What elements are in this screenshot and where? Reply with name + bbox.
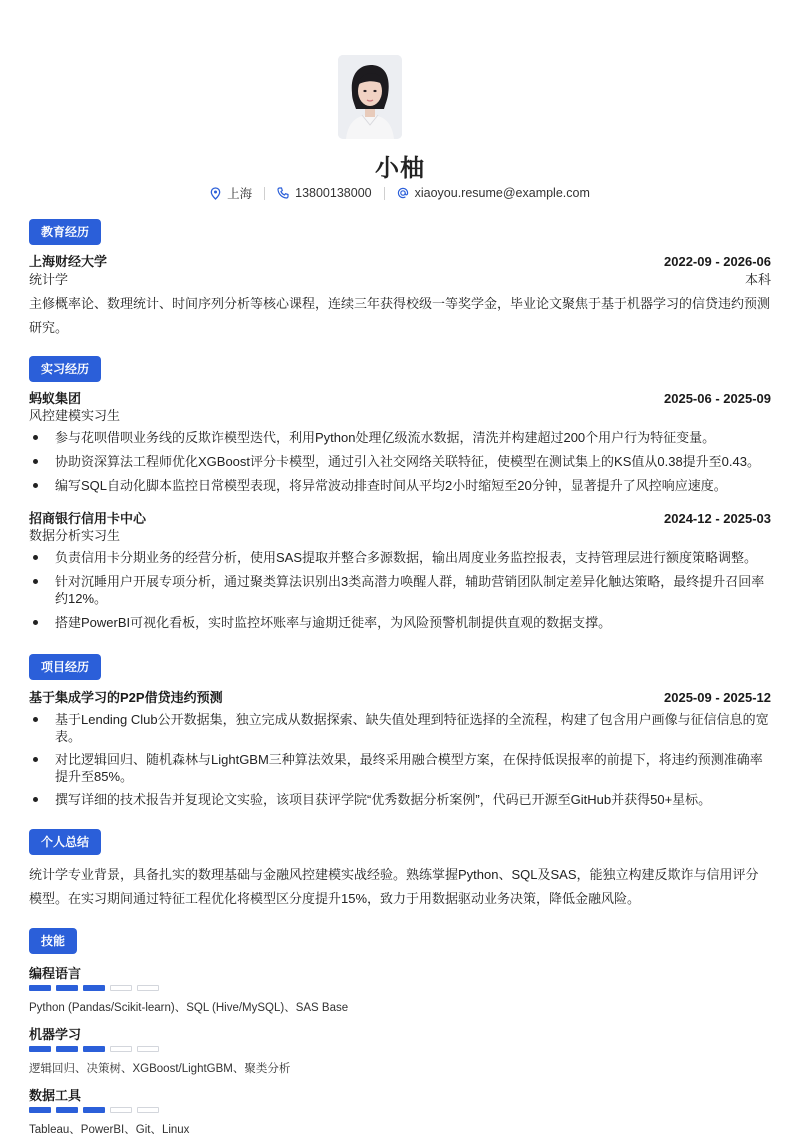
education-header	[29, 253, 771, 271]
skill-level-bar	[29, 985, 159, 991]
avatar-portrait-icon	[338, 55, 402, 139]
internship-header	[29, 390, 771, 408]
skill-segment-empty	[137, 1046, 159, 1052]
section-project-title: 项目经历	[29, 654, 101, 680]
skill-level-bar	[29, 1046, 159, 1052]
list-item: 协助资深算法工程师优化XGBoost评分卡模型，通过引入社交网络关联特征，使模型在测试集上的KS值从0.38提升至0.43。	[29, 453, 771, 470]
school-name: 上海财经大学	[29, 254, 108, 269]
project-period: 2025-09 - 2025-12	[664, 690, 771, 705]
list-item: 编写SQL自动化脚本监控日常模型表现，将异常波动排查时间从平均2小时缩短至20分钟，显著提升了风控响应速度。	[29, 477, 771, 494]
company-name: 蚂蚁集团	[29, 391, 82, 406]
contact-divider	[264, 187, 265, 200]
skill-segment-filled	[56, 985, 78, 991]
project-name: 基于集成学习的P2P借贷违约预测	[29, 690, 223, 705]
internship-bullets	[29, 429, 771, 494]
skill-detail: Python (Pandas/Scikit-learn)、SQL (Hive/MySQL)、SAS Base	[29, 1002, 349, 1014]
internship-header	[29, 510, 771, 528]
skill-segment-filled	[56, 1107, 78, 1113]
location-pin-icon	[210, 187, 221, 200]
list-item: 对比逻辑回归、随机森林与LightGBM三种算法效果，最终采用融合模型方案，在保持低误报率的前提下，将违约预测准确率提升至85%。	[29, 751, 771, 785]
list-item: 搭建PowerBI可视化看板，实时监控坏账率与逾期迁徙率，为风险预警机制提供直观的数据支撑。	[29, 614, 771, 631]
phone-text: 13800138000	[295, 186, 372, 200]
location-text: 上海	[227, 187, 253, 201]
skill-segment-empty	[110, 1046, 132, 1052]
skill-segment-empty	[137, 1107, 159, 1113]
skill-segment-filled	[83, 1046, 105, 1052]
contact-bar	[29, 184, 771, 202]
skill-name: 机器学习	[29, 1027, 82, 1042]
skill-segment-filled	[29, 1107, 51, 1113]
skill-segment-filled	[83, 1107, 105, 1113]
skill-segment-empty	[110, 985, 132, 991]
skill-segment-empty	[137, 985, 159, 991]
candidate-name: 小柚	[375, 155, 425, 182]
profile-photo	[338, 55, 402, 139]
phone-icon	[277, 187, 289, 199]
contact-divider	[384, 187, 385, 200]
skill-segment-filled	[29, 985, 51, 991]
summary-text: 统计学专业背景，具备扎实的数理基础与金融风控建模实战经验。熟练掌握Python、SQL及SAS，能独立构建反欺诈与信用评分模型。在实习期间通过特征工程优化将模型区分度提升15%，致力于用数据驱动业务决策，降低金融风险。	[29, 867, 759, 906]
skill-segment-filled	[29, 1046, 51, 1052]
section-education-title: 教育经历	[29, 219, 101, 245]
skill-detail: 逻辑回归、决策树、XGBoost/LightGBM、聚类分析	[29, 1063, 291, 1075]
education-subheader	[29, 271, 771, 289]
internship-period: 2025-06 - 2025-09	[664, 391, 771, 406]
list-item: 参与花呗借呗业务线的反欺诈模型迭代，利用Python处理亿级流水数据，清洗并构建超过200个用户行为特征变量。	[29, 429, 771, 446]
project-header	[29, 689, 771, 707]
internship-period: 2024-12 - 2025-03	[664, 511, 771, 526]
list-item: 针对沉睡用户开展专项分析，通过聚类算法识别出3类高潜力唤醒人群，辅助营销团队制定差异化触达策略，最终提升召回率约12%。	[29, 573, 771, 607]
contact-email[interactable]	[397, 186, 590, 200]
company-name: 招商银行信用卡中心	[29, 511, 147, 526]
skill-segment-filled	[56, 1046, 78, 1052]
skill-level-bar	[29, 1107, 159, 1113]
role-title: 风控建模实习生	[29, 408, 121, 423]
skill-segment-filled	[83, 985, 105, 991]
section-internship-title: 实习经历	[29, 356, 101, 382]
major: 统计学	[29, 272, 69, 287]
section-summary-title: 个人总结	[29, 829, 101, 855]
list-item: 基于Lending Club公开数据集，独立完成从数据探索、缺失值处理到特征选择的全流程，构建了包含用户画像与征信信息的宽表。	[29, 711, 771, 745]
education-description: 主修概率论、数理统计、时间序列分析等核心课程，连续三年获得校级一等奖学金，毕业论文聚焦于基于机器学习的信贷违约预测研究。	[29, 296, 771, 335]
skill-name: 数据工具	[29, 1088, 82, 1103]
contact-location	[210, 184, 252, 202]
list-item: 撰写详细的技术报告并复现论文实验，该项目获评学院“优秀数据分析案例”，代码已开源至GitHub并获得50+星标。	[29, 791, 771, 808]
internship-role	[29, 527, 771, 545]
list-item: 负责信用卡分期业务的经营分析，使用SAS提取并整合多源数据，输出周度业务监控报表，支持管理层进行额度策略调整。	[29, 549, 771, 566]
internship-bullets	[29, 549, 771, 631]
education-period: 2022-09 - 2026-06	[664, 254, 771, 269]
skill-detail: Tableau、PowerBI、Git、Linux	[29, 1124, 190, 1136]
section-skills-title: 技能	[29, 928, 77, 954]
skill-name: 编程语言	[29, 966, 82, 981]
project-bullets	[29, 711, 771, 808]
email-text: xiaoyou.resume@example.com	[414, 186, 590, 200]
role-title: 数据分析实习生	[29, 528, 121, 543]
contact-phone[interactable]	[277, 186, 371, 200]
degree: 本科	[744, 272, 771, 287]
internship-role	[29, 407, 771, 425]
skill-segment-empty	[110, 1107, 132, 1113]
at-sign-icon	[397, 187, 409, 199]
